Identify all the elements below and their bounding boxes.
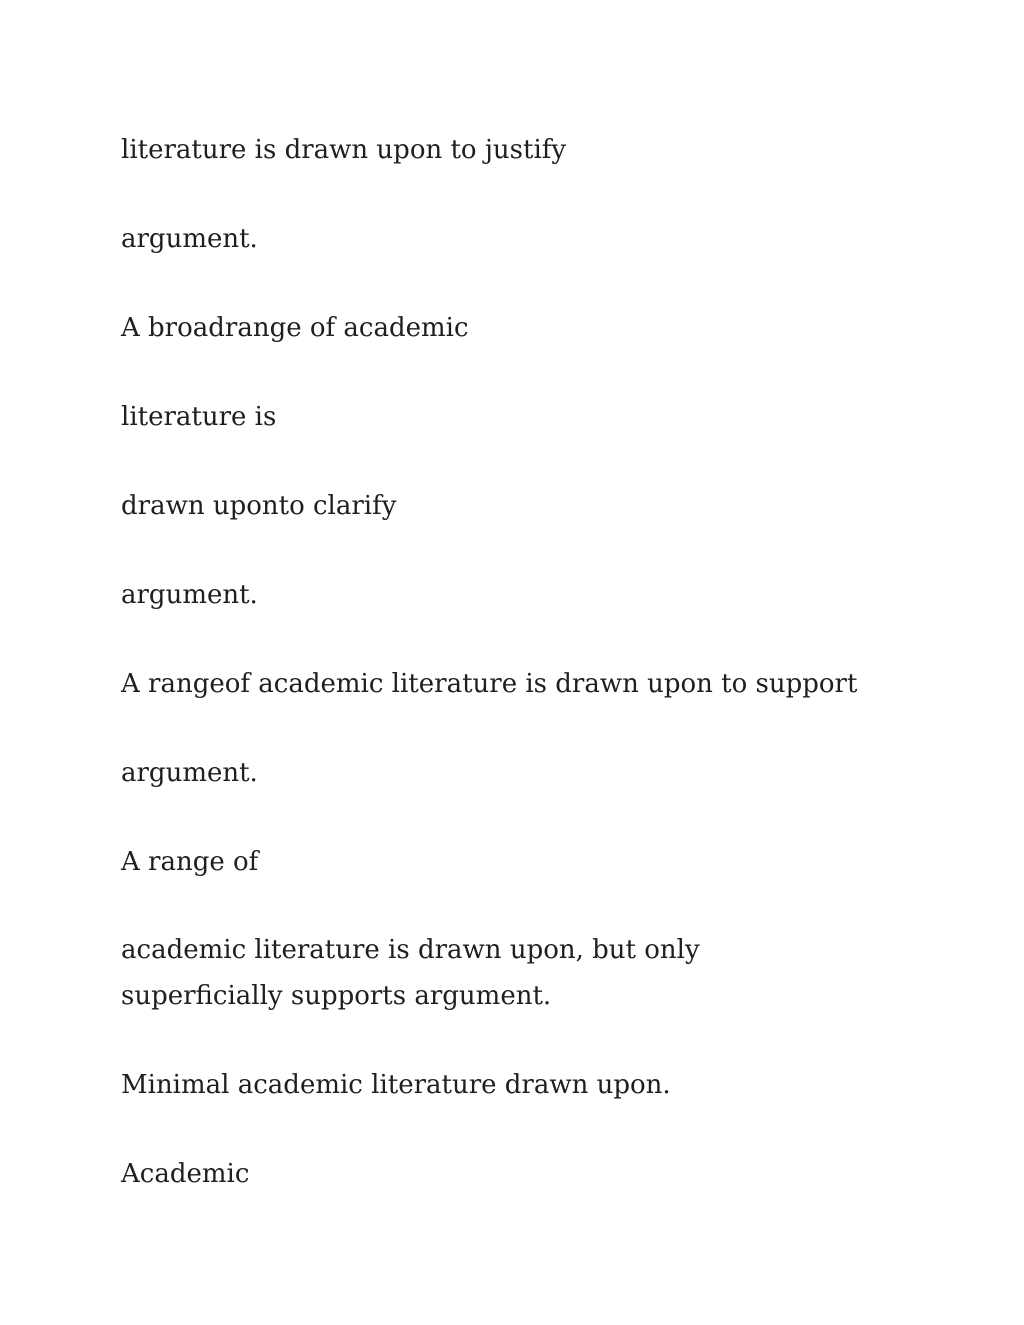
paragraph-6: argument. (121, 580, 258, 610)
paragraph-12: Academic (121, 1159, 250, 1189)
paragraph-2: argument. (121, 224, 258, 254)
paragraph-11: Minimal academic literature drawn upon. (121, 1070, 671, 1100)
paragraph-3: A broadrange of academic (121, 313, 469, 343)
paragraph-1: literature is drawn upon to justify (121, 135, 567, 165)
paragraph-9: A range of (121, 847, 259, 877)
paragraph-8: argument. (121, 758, 258, 788)
paragraph-10: academic literature is drawn upon, but only superficially supports argument. (121, 935, 700, 1011)
paragraph-5: drawn uponto clarify (121, 491, 397, 521)
paragraph-4: literature is (121, 402, 277, 432)
paragraph-7: A rangeof academic literature is drawn upon to support (121, 669, 858, 699)
